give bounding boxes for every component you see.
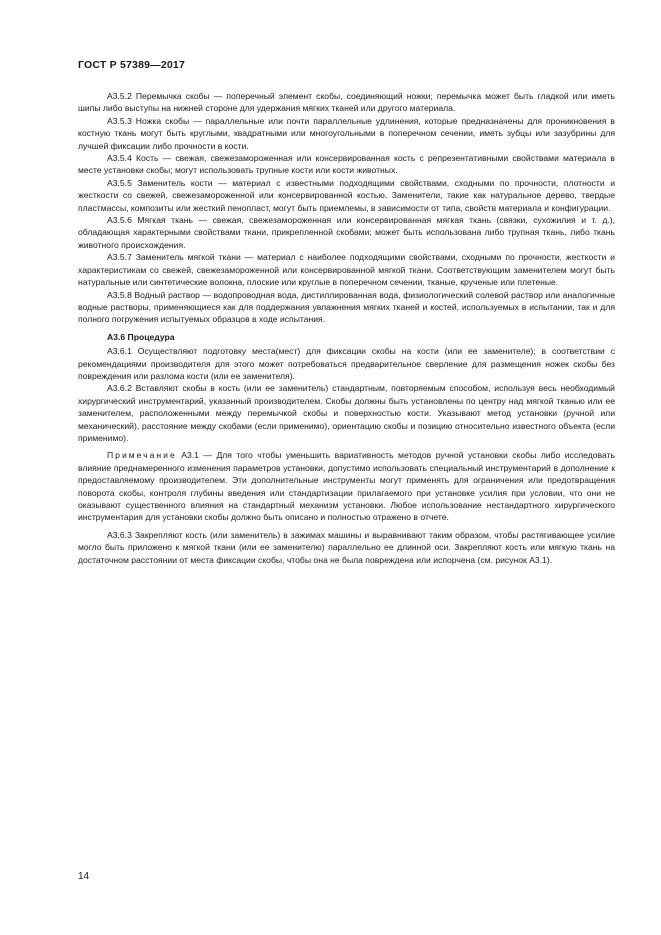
note-text: А3.1 — Для того чтобы уменьшить вариативность методов ручной установки скобы либо исследовать влияние преднамеренного изменения параметров установки, допустимо использовать специальный инструментарий в дополнение к предоставляемому производителем. Эти дополнительные инструменты могут применять для ограничения или предотвращения поворота скобы, контроля глубины введения или стандартизации прилагаемого при установке усилия при условии, что они не оказывают существенного влияния на стандартный механизм установки. Любое использование нестандартного хирургического инструментария для установки скобы должно быть описано и полностью отражено в отчете. (78, 450, 615, 523)
clause-a3-5-6: А3.5.6 Мягкая ткань — свежая, свежезамороженная или консервированная мягкая ткань (связки, сухожилия и т. д.), обладающая характерными свойствами ткани, прикрепленной скобами; может быть использована либо трупная ткань, либо ткань животного происхождения. (78, 215, 615, 250)
page-number: 14 (78, 871, 90, 882)
clause-a3-6-2: А3.6.2 Вставляют скобы в кость (или ее заменитель) стандартным, повторяемым способом, используя весь необходимый хирургический инструментарий, указанный производителем. Скобы должны быть установлены по центру над мягкой тканью или ее заменителем, расположенными между перемычкой скобы и поверхностью кости. Указывают метод установки (ручной или механический), расстояние между скобами (если применимо), ориентацию скобы и позицию относительно известного объекта (если применимо). (78, 383, 615, 443)
clause-a3-6-1: А3.6.1 Осуществляют подготовку места(мест) для фиксации скобы на кости (или ее заменителе); в соответствии с рекомендациями производителя для этого может потребоваться предварительное сверление для размещения ножек скобы без повреждения или разлома кости (или ее заменителя). (78, 346, 615, 381)
clause-a3-5-8: А3.5.8 Водный раствор — водопроводная вода, дистиллированная вода, физиологический солевой раствор или аналогичные водные растворы, применяющиеся как для поддержания увлажнения мягких тканей и костей, используемых в испытании, так и для полного погружения испытуемых образцов в ходе испытания. (78, 289, 615, 325)
clause-a3-5-5: А3.5.5 Заменитель кости — материал с известными подходящими свойствами, сходными по прочности, плотности и жесткости со свежей, свежезамороженной или консервированной костью. Заменители, такие как натуральное дерево, твердые пластмассы, композиты или жесткий пенопласт, могут быть приемлемы, в зависимости от типа, свойств материала и конфигурации. (78, 177, 615, 213)
note-label: Примечание (107, 450, 177, 461)
section-heading: А3.6 Процедура (107, 331, 175, 342)
document-header: ГОСТ Р 57389—2017 (78, 59, 186, 71)
clause-a3-6-3: А3.6.3 Закрепляют кость (или заменитель) в зажимах машины и выравнивают таким образом, чтобы растягивающее усилие могло быть приложено к мягкой ткани (или ее заменителю) параллельно ее длинной оси. Закрепляют кость или мягкую ткань на достаточном расстоянии от места фиксации скобы, чтобы она не была повреждена или испорчена (см. рисунок А3.1). (78, 529, 615, 565)
clause-a3-5-3: А3.5.3 Ножка скобы — параллельные или почти параллельные удлинения, которые предназначены для проникновения в костную ткань могут быть круглыми, квадратными или многоугольными в поперечном сечении, иметь зубцы или зазубрины для лучшей фиксации либо прочности в кости. (78, 115, 615, 151)
clause-a3-5-7: А3.5.7 Заменитель мягкой ткани — материал с наиболее подходящими свойствами, сходными по прочности, жесткости и характеристикам со свежей, свежезамороженной или консервированной мягкой ткани. Соответствующим заменителем могут быть натуральные или синтетические волокна, плоские или круглые в поперечном сечении, тканые, крученые или плетеные. (78, 252, 615, 288)
note-paragraph (78, 449, 615, 523)
clause-a3-5-2: А3.5.2 Перемычка скобы — поперечный элемент скобы, соединяющий ножки; перемычка может быть гладкой или иметь шипы либо выступы на нижней стороне для удержания мягких тканей или другого материала. (78, 91, 615, 114)
clause-a3-5-4: А3.5.4 Кость — свежая, свежезамороженная или консервированная кость с репрезентативными свойствами материала в месте установки скобы; могут использовать трупные кости или кости животных. (78, 153, 615, 176)
document-body (78, 90, 615, 566)
